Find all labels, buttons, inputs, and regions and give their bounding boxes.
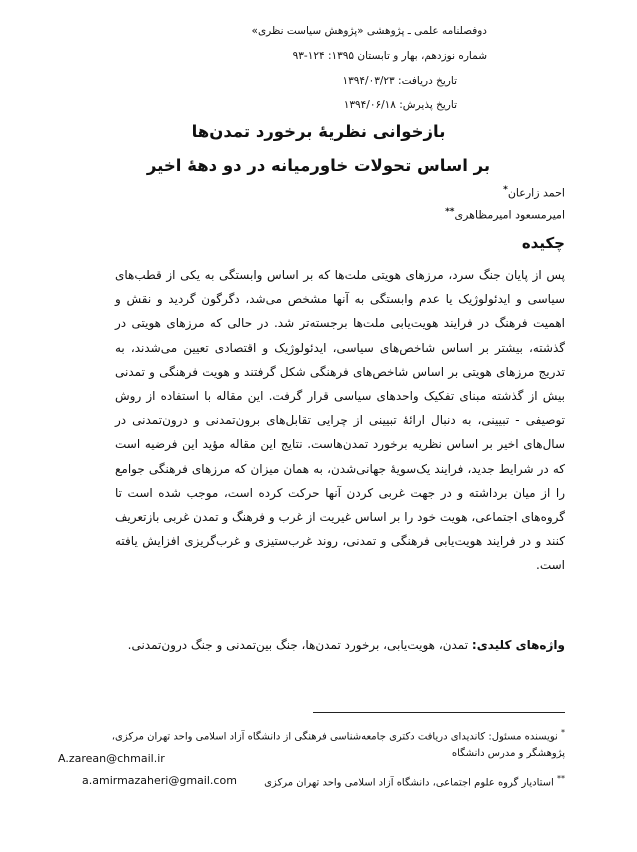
- accepted-date: تاریخ پذیرش: ۱۳۹۴/۰۶/۱۸: [343, 99, 457, 111]
- author-2-mark: **: [445, 207, 455, 217]
- paper-title-line-2: بر اساس تحولات خاورمیانه در دو دههٔ اخیر: [146, 156, 491, 175]
- footnote-1-continued: پژوهشگر و مدرس دانشگاه: [451, 748, 565, 759]
- received-date: تاریخ دریافت: ۱۳۹۴/۰۳/۲۳: [342, 75, 457, 87]
- footnote-1-email: A.zarean@chmail.ir: [58, 752, 165, 765]
- author-1: [503, 185, 565, 200]
- abstract-heading: چکیده: [521, 234, 565, 252]
- keywords: [115, 633, 565, 657]
- footnote-2: [264, 774, 565, 788]
- keywords-label: واژه‌های کلیدی:: [471, 638, 565, 652]
- footnote-2-mark: **: [557, 774, 565, 783]
- footnote-2-text: استادیار گروه علوم اجتماعی، دانشگاه آزاد اسلامی واحد تهران مرکزی: [264, 777, 554, 789]
- author-1-mark: *: [503, 185, 508, 195]
- author-2-name: امیرمسعود امیرمظاهری: [454, 208, 565, 222]
- footnote-1: [112, 728, 565, 742]
- author-2: [445, 207, 565, 222]
- keywords-text: تمدن، هویت‌یابی، برخورد تمدن‌ها، جنگ بین‌تمدنی و جنگ درون‌تمدنی.: [127, 638, 469, 652]
- journal-issue: شماره نوزدهم، بهار و تابستان ۱۳۹۵: ۱۲۴-۹۳: [292, 50, 487, 62]
- footnote-2-email: a.amirmazaheri@gmail.com: [82, 774, 237, 787]
- author-1-name: احمد زارعان: [507, 186, 565, 200]
- journal-name: دوفصلنامه علمی ـ پژوهشی «پژوهش سیاست نظری»: [251, 25, 487, 37]
- footnote-1-mark: *: [561, 728, 565, 737]
- footnote-divider: [313, 712, 565, 713]
- footnote-1-text: نویسنده مسئول: کاندیدای دریافت دکتری جامعه‌شناسی فرهنگی از دانشگاه آزاد اسلامی واحد تهران مرکزی،: [111, 731, 558, 743]
- abstract-body: پس از پایان جنگ سرد، مرزهای هویتی ملت‌ها که بر اساس وابستگی به یکی از قطب‌های سیاسی و ایدئولوژیک یا عدم وابستگی به آنها مشخص می‌شد، دگرگون گردید و نقش و اهمیت فرهنگ در فرایند هویت‌یابی ملت‌ها برجسته‌تر شد. در حالی که مرزهای هویتی در گذشته، بیشتر بر اساس شاخص‌های سیاسی، ایدئولوژیک و اقتصادی تعیین می‌شدند، به تدریج مرزهای هویتی بر اساس شاخص‌های فرهنگی شکل گرفتند و هویت فرهنگی و تمدنی بیش از گذشته مبنای تفکیک واحدهای سیاسی قرار گرفت. این مقاله با استفاده از روش توصیفی - تبیینی، به دنبال ارائهٔ تبیینی از چرایی تقابل‌های برون‌تمدنی و درون‌تمدنی در سال‌های اخیر بر اساس نظریه برخورد تمدن‌هاست. نتایج این مقاله مؤید این فرضیه است که در شرایط جدید، فرایند یک‌سویهٔ جهانی‌شدن، به همان میزان که مرزهای فرهنگی جوامع را از میان برداشته و در جهت غربی کردن آنها حرکت کرده است، موجب شده است تا گروه‌های اجتماعی، هویت خود را بر اساس غیریت از غرب و فرهنگ و تمدن غربی بازتعریف کنند و در فرایند هویت‌یابی فرهنگی و تمدنی، روند غرب‌ستیزی و غرب‌گریزی افزایش یافته است.: [115, 268, 565, 573]
- paper-title-line-1: بازخوانی نظریهٔ برخورد تمدن‌ها: [191, 122, 446, 141]
